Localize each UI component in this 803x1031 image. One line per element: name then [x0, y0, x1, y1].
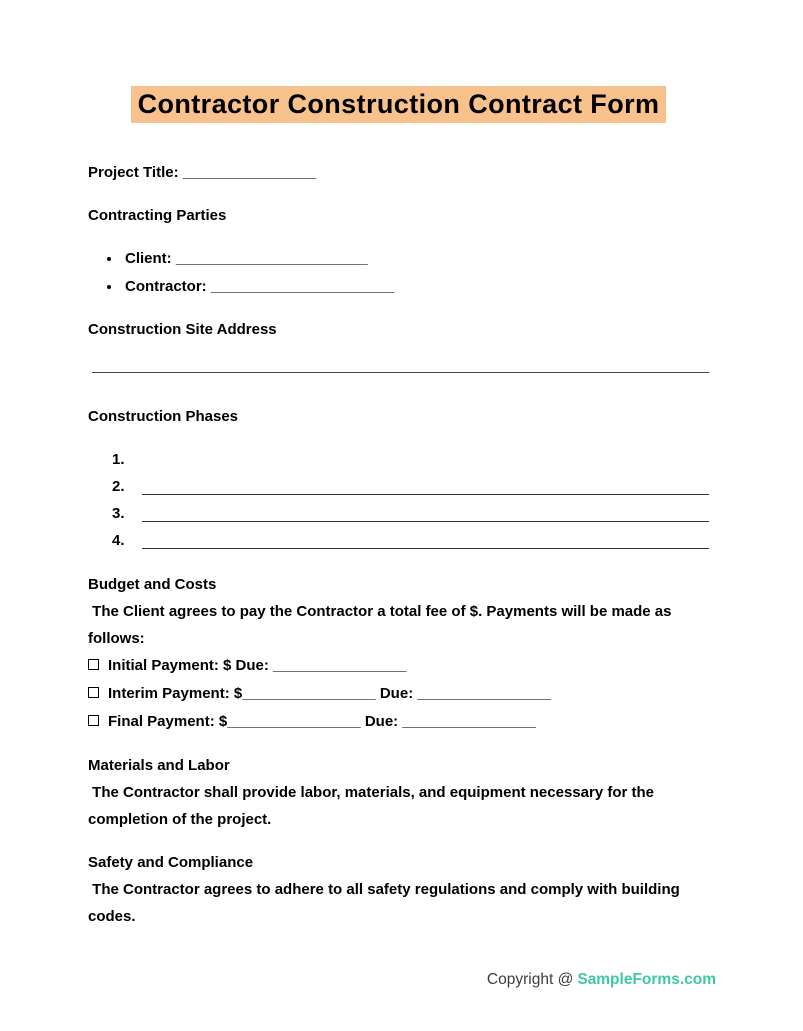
phase-row-2	[88, 473, 709, 500]
contracting-parties-list	[88, 245, 709, 301]
construction-phases-list	[88, 446, 709, 554]
phase-blank-line	[142, 473, 709, 495]
interim-payment-text: Interim Payment: $________________ Due: ________________	[108, 685, 551, 702]
payment-row-interim	[88, 680, 709, 708]
project-title-blank: ________________	[182, 164, 317, 181]
construction-phases-heading: Construction Phases	[88, 408, 239, 425]
contractor-blank: ______________________	[210, 278, 395, 295]
sampleforms-link[interactable]: SampleForms.com	[577, 971, 716, 988]
checkbox-icon[interactable]	[88, 715, 99, 726]
checkbox-icon[interactable]	[88, 659, 99, 670]
phase-row-3	[88, 500, 709, 527]
party-client-item	[122, 245, 709, 273]
contractor-label: Contractor:	[125, 278, 207, 295]
copyright-text: Copyright @	[486, 971, 574, 988]
payment-row-final	[88, 708, 709, 736]
phase-number: 1.	[112, 451, 125, 468]
site-address-heading: Construction Site Address	[88, 321, 277, 338]
client-blank: _______________________	[175, 250, 368, 267]
client-label: Client:	[125, 250, 172, 267]
safety-section	[88, 849, 709, 930]
page-title: Contractor Construction Contract Form	[131, 86, 667, 123]
safety-heading: Safety and Compliance	[88, 854, 254, 871]
title-row	[88, 86, 709, 123]
footer	[487, 970, 716, 990]
party-contractor-item	[122, 273, 709, 301]
contracting-parties-heading: Contracting Parties	[88, 207, 227, 224]
materials-section	[88, 752, 709, 833]
budget-section	[88, 571, 709, 736]
phase-row-4	[88, 527, 709, 554]
phase-number: 4.	[112, 532, 125, 549]
phase-blank-line	[142, 500, 709, 522]
payment-row-initial	[88, 652, 709, 680]
phase-blank-line	[142, 527, 709, 549]
site-address-blank-line	[92, 359, 709, 373]
final-payment-text: Final Payment: $________________ Due: ________________	[108, 713, 536, 730]
phase-number: 3.	[112, 505, 125, 522]
initial-payment-text: Initial Payment: $ Due: ________________	[108, 657, 407, 674]
materials-text: The Contractor shall provide labor, materials, and equipment necessary for the completion of the project.	[88, 784, 659, 828]
safety-text: The Contractor agrees to adhere to all safety regulations and comply with building codes.	[88, 881, 684, 925]
budget-intro: The Client agrees to pay the Contractor a total fee of $. Payments will be made as follows:	[88, 603, 676, 647]
phase-row-1	[88, 446, 709, 473]
project-title-field	[88, 159, 709, 186]
project-title-label: Project Title:	[88, 164, 179, 181]
materials-heading: Materials and Labor	[88, 757, 230, 774]
budget-heading: Budget and Costs	[88, 576, 217, 593]
phase-number: 2.	[112, 478, 125, 495]
checkbox-icon[interactable]	[88, 687, 99, 698]
